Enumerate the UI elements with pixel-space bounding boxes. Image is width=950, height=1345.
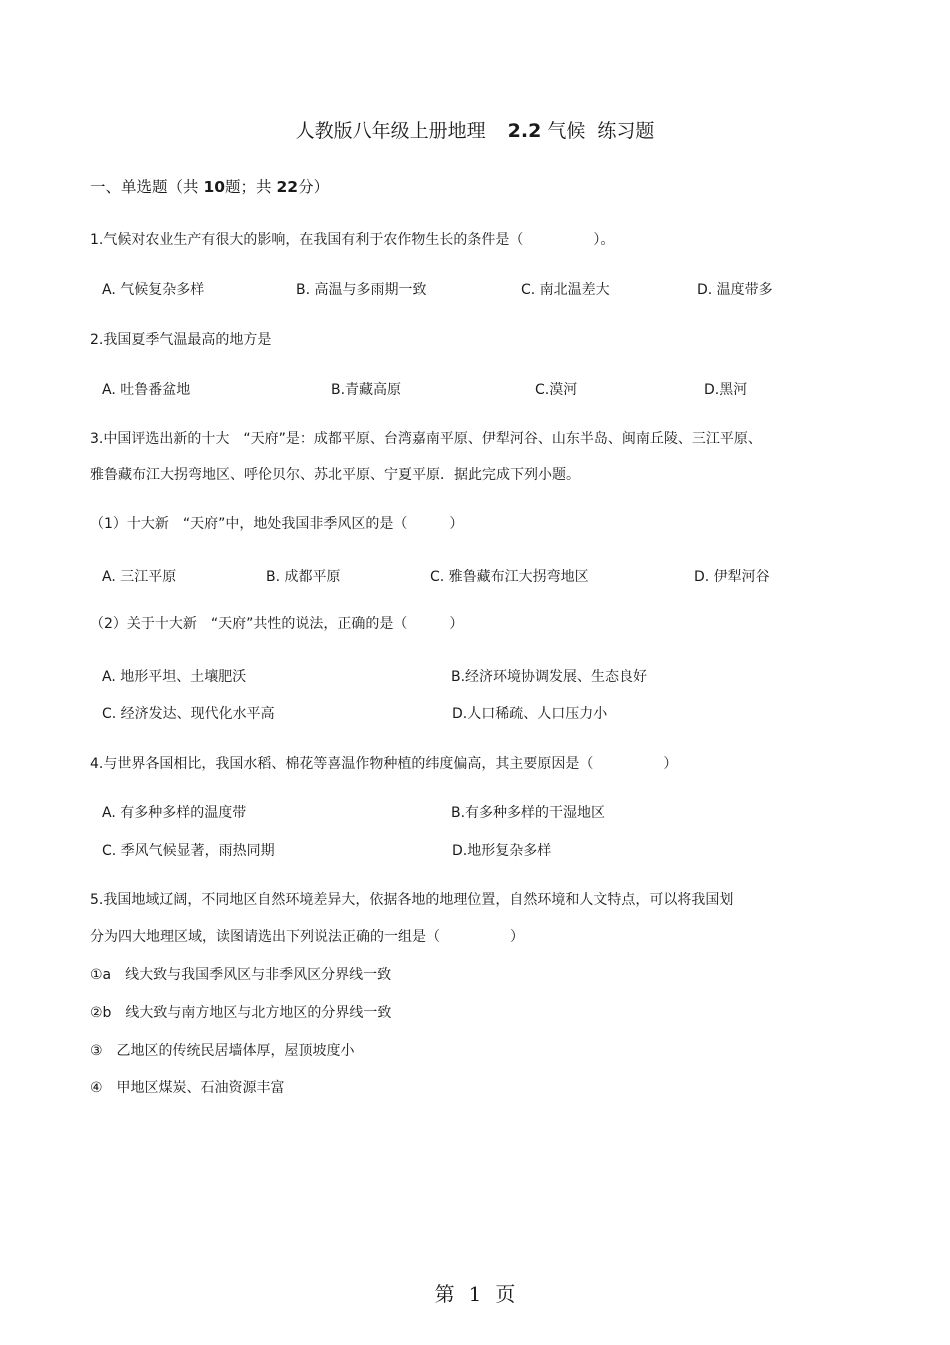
footer-page-number: 1 <box>468 1282 482 1306</box>
section-heading <box>90 175 329 197</box>
page-footer <box>0 1278 950 1307</box>
question-4-option-d: D.地形复杂多样 <box>452 843 552 859</box>
footer-suffix: 页 <box>495 1282 516 1306</box>
question-5-stem-line-2: 分为四大地理区域，读图请选出下列说法正确的一组是（ ） <box>90 929 524 945</box>
question-2-option-d: D.黑河 <box>704 382 748 398</box>
question-4-option-a: A. 有多种多样的温度带 <box>102 805 247 821</box>
question-3-stem-line-1: 3.中国评选出新的十大 “天府”是：成都平原、台湾嘉南平原、伊犁河谷、山东半岛、闽南丘陵、三江平原、 <box>90 431 762 447</box>
question-2-option-c: C.漠河 <box>535 382 578 398</box>
question-4-option-c: C. 季风气候显著，雨热同期 <box>102 843 275 859</box>
document-title <box>0 116 950 143</box>
question-3-sub-1-option-a: A. 三江平原 <box>102 569 177 585</box>
question-3-stem-line-2: 雅鲁藏布江大拐弯地区、呼伦贝尔、苏北平原、宁夏平原．据此完成下列小题。 <box>90 467 580 483</box>
question-4-stem: 4.与世界各国相比，我国水稻、棉花等喜温作物种植的纬度偏高，其主要原因是（ ） <box>90 756 678 772</box>
question-1-option-b: B. 高温与多雨期一致 <box>296 282 427 298</box>
question-1-option-a: A. 气候复杂多样 <box>102 282 205 298</box>
section-mid: 题；共 <box>225 178 272 196</box>
section-score: 22 <box>276 178 299 196</box>
question-3-sub-1-option-b: B. 成都平原 <box>266 569 341 585</box>
question-3-sub-2-option-a: A. 地形平坦、土壤肥沃 <box>102 669 247 685</box>
question-5-statement-3: ③ 乙地区的传统民居墙体厚，屋顶坡度小 <box>90 1043 355 1059</box>
question-3-sub-2-stem: （2）关于十大新 “天府”共性的说法，正确的是（ ） <box>90 616 464 632</box>
question-3-sub-2-option-c: C. 经济发达、现代化水平高 <box>102 706 275 722</box>
question-2-stem: 2.我国夏季气温最高的地方是 <box>90 332 272 348</box>
title-number: 2.2 <box>507 120 542 142</box>
question-4-option-b: B.有多种多样的干湿地区 <box>451 805 606 821</box>
section-prefix: 一、单选题（共 <box>90 178 199 196</box>
question-3-sub-1-stem: （1）十大新 “天府”中，地处我国非季风区的是（ ） <box>90 516 464 532</box>
question-3-sub-1-option-c: C. 雅鲁藏布江大拐弯地区 <box>430 569 589 585</box>
question-2-option-b: B.青藏高原 <box>331 382 402 398</box>
question-1-option-d: D. 温度带多 <box>697 282 773 298</box>
question-5-stem-line-1: 5.我国地域辽阔，不同地区自然环境差异大，依据各地的地理位置，自然环境和人文特点，可以将我国划 <box>90 892 734 908</box>
question-1-option-c: C. 南北温差大 <box>521 282 610 298</box>
question-3-sub-2-option-b: B.经济环境协调发展、生态良好 <box>451 669 648 685</box>
section-count: 10 <box>203 178 226 196</box>
question-5-statement-1: ①a 线大致与我国季风区与非季风区分界线一致 <box>90 967 392 983</box>
question-3-sub-1-option-d: D. 伊犁河谷 <box>694 569 770 585</box>
title-main: 人教版八年级上册地理 <box>295 120 486 142</box>
section-suffix: 分） <box>298 178 330 196</box>
footer-prefix: 第 <box>434 1282 455 1306</box>
question-3-sub-2-option-d: D.人口稀疏、人口压力小 <box>452 706 608 722</box>
question-5-statement-2: ②b 线大致与南方地区与北方地区的分界线一致 <box>90 1005 392 1021</box>
question-1-stem: 1.气候对农业生产有很大的影响，在我国有利于农作物生长的条件是（ ）。 <box>90 232 615 248</box>
question-2-option-a: A. 吐鲁番盆地 <box>102 382 191 398</box>
title-topic: 气候 <box>547 120 586 142</box>
title-suffix: 练习题 <box>597 120 655 142</box>
question-5-statement-4: ④ 甲地区煤炭、石油资源丰富 <box>90 1080 285 1096</box>
